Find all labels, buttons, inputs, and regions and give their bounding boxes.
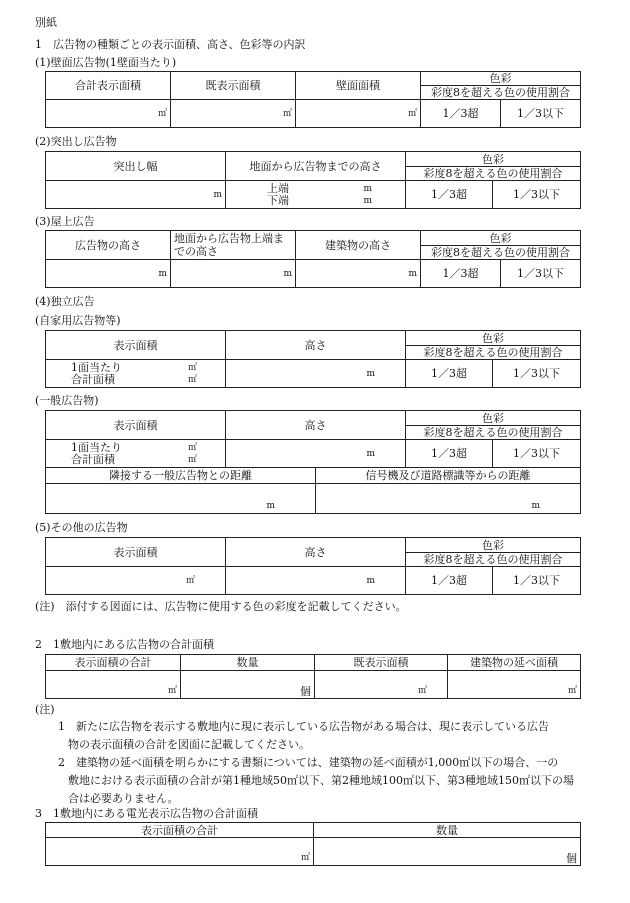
s2-note-2c: 合は必要ありません。 xyxy=(68,792,179,805)
ratio-under[interactable]: 1／3以下 xyxy=(493,360,581,388)
signal-distance-header: 信号機及び道路標識等からの距離 xyxy=(316,468,581,484)
other-title: (5)その他の広告物 xyxy=(35,521,128,534)
projecting-width-value[interactable] xyxy=(46,181,226,209)
s3-count-header: 数量 xyxy=(314,823,581,838)
ratio-under[interactable]: 1／3以下 xyxy=(501,100,581,128)
s2-note-1b: 物の表示面積の合計を図面に記載してください。 xyxy=(68,738,310,751)
unit-m2: ㎡ xyxy=(187,362,197,373)
section-2-title: 2 1敷地内にある広告物の合計面積 xyxy=(35,638,214,651)
color-header: 色彩 xyxy=(406,538,581,553)
ratio-over[interactable]: 1／3超 xyxy=(406,181,493,209)
unit-m2: ㎡ xyxy=(187,442,197,453)
other-height-value[interactable] xyxy=(226,567,406,595)
other-height-header: 高さ xyxy=(226,538,406,567)
color-header: 色彩 xyxy=(406,411,581,426)
s2-count-value[interactable] xyxy=(181,671,315,699)
ratio-under[interactable]: 1／3以下 xyxy=(501,260,581,288)
unit-m: m xyxy=(366,369,375,379)
rooftop-ground-height-value[interactable] xyxy=(171,260,296,288)
section-2-table xyxy=(45,654,581,699)
projecting-table xyxy=(45,151,581,209)
unit-m: m xyxy=(283,269,292,279)
color-header: 色彩 xyxy=(421,231,581,246)
own-height-value[interactable] xyxy=(226,360,406,388)
ratio-over[interactable]: 1／3超 xyxy=(406,360,493,388)
signal-distance-value[interactable] xyxy=(316,484,581,514)
standalone-general-table xyxy=(45,410,581,514)
saturation-header: 彩度8を超える色の使用割合 xyxy=(406,553,581,567)
unit-m: m xyxy=(408,269,417,279)
unit-m: m xyxy=(531,501,540,511)
s2-floor-area-value[interactable] xyxy=(448,671,581,699)
standalone-own-title: (自家用広告物等) xyxy=(35,314,121,327)
bottom-end-label: 下端 xyxy=(267,193,289,207)
unit-m2: ㎡ xyxy=(187,454,197,465)
projecting-width-header: 突出し幅 xyxy=(46,152,226,181)
unit-m2: ㎡ xyxy=(407,109,417,119)
wall-wall-area-header: 壁面面積 xyxy=(296,72,421,100)
ratio-over[interactable]: 1／3超 xyxy=(421,100,501,128)
s2-note-2b: 敷地における表示面積の合計が第1種地域50㎡以下、第2種地域100㎡以下、第3種地域150㎡以下の場 xyxy=(68,774,574,787)
saturation-header: 彩度8を超える色の使用割合 xyxy=(406,426,581,440)
rooftop-table xyxy=(45,230,581,288)
rooftop-height-value[interactable] xyxy=(46,260,171,288)
general-height-header: 高さ xyxy=(226,411,406,440)
total-area-label: 合計面積 xyxy=(71,452,115,466)
ratio-over[interactable]: 1／3超 xyxy=(406,567,493,595)
wall-title: (1)壁面広告物(1壁面当たり) xyxy=(35,56,177,69)
wall-wall-area-value[interactable] xyxy=(296,100,421,128)
saturation-header: 彩度8を超える色の使用割合 xyxy=(406,167,581,181)
unit-m: m xyxy=(363,183,372,194)
unit-m: m xyxy=(213,190,222,200)
adjacent-distance-value[interactable] xyxy=(46,484,316,514)
unit-m2: ㎡ xyxy=(167,686,177,696)
s3-total-area-header: 表示面積の合計 xyxy=(46,823,314,838)
own-area-header: 表示面積 xyxy=(46,331,226,360)
standalone-general-title: (一般広告物) xyxy=(35,394,99,407)
other-area-header: 表示面積 xyxy=(46,538,226,567)
per-face-label: 1面当たり xyxy=(71,360,122,374)
general-area-header: 表示面積 xyxy=(46,411,226,440)
projecting-height-header: 地面から広告物までの高さ xyxy=(226,152,406,181)
unit-m2: ㎡ xyxy=(300,853,310,863)
general-height-value[interactable] xyxy=(226,440,406,468)
rooftop-height-header: 広告物の高さ xyxy=(46,231,171,260)
rooftop-ground-height-header: 地面から広告物上端までの高さ xyxy=(171,231,296,260)
unit-m: m xyxy=(158,269,167,279)
section-3-title: 3 1敷地内にある電光表示広告物の合計面積 xyxy=(35,807,258,820)
unit-m: m xyxy=(366,449,375,459)
standalone-title: (4)独立広告 xyxy=(35,295,95,308)
rooftop-building-height-header: 建築物の高さ xyxy=(296,231,421,260)
wall-existing-area-header: 既表示面積 xyxy=(171,72,296,100)
unit-m: m xyxy=(363,195,372,206)
s2-total-area-header: 表示面積の合計 xyxy=(46,655,181,671)
ratio-under[interactable]: 1／3以下 xyxy=(493,440,581,468)
unit-m2: ㎡ xyxy=(157,109,167,119)
wall-total-area-value[interactable] xyxy=(46,100,171,128)
unit-ko: 個 xyxy=(566,852,577,865)
unit-m: m xyxy=(366,576,375,586)
saturation-header: 彩度8を超える色の使用割合 xyxy=(421,86,581,100)
ratio-under[interactable]: 1／3以下 xyxy=(493,567,581,595)
section-1-title: 1 広告物の種類ごとの表示面積、高さ、色彩等の内訳 xyxy=(35,38,306,51)
projecting-height-value[interactable] xyxy=(226,181,406,209)
s2-floor-area-header: 建築物の延べ面積 xyxy=(448,655,581,671)
unit-m: m xyxy=(266,501,275,511)
wall-existing-area-value[interactable] xyxy=(171,100,296,128)
standalone-own-table xyxy=(45,330,581,388)
top-end-label: 上端 xyxy=(267,181,289,195)
s2-existing-area-value[interactable] xyxy=(315,671,448,699)
unit-m2: ㎡ xyxy=(417,686,427,696)
other-table xyxy=(45,537,581,595)
ratio-over[interactable]: 1／3超 xyxy=(421,260,501,288)
rooftop-title: (3)屋上広告 xyxy=(35,215,95,228)
other-area-value[interactable] xyxy=(46,567,226,595)
s3-count-value[interactable] xyxy=(314,838,581,866)
s2-existing-area-header: 既表示面積 xyxy=(315,655,448,671)
saturation-header: 彩度8を超える色の使用割合 xyxy=(406,346,581,360)
total-area-label: 合計面積 xyxy=(71,372,115,386)
unit-m2: ㎡ xyxy=(187,374,197,385)
document-label: 別紙 xyxy=(35,16,57,29)
wall-total-area-header: 合計表示面積 xyxy=(46,72,171,100)
adjacent-distance-header: 隣接する一般広告物との距離 xyxy=(46,468,316,484)
unit-m2: ㎡ xyxy=(185,576,195,586)
unit-m2: ㎡ xyxy=(282,109,292,119)
rooftop-building-height-value[interactable] xyxy=(296,260,421,288)
unit-m2: ㎡ xyxy=(567,686,577,696)
s2-note-label: (注) xyxy=(35,703,55,716)
color-header: 色彩 xyxy=(406,152,581,167)
own-height-header: 高さ xyxy=(226,331,406,360)
s2-count-header: 数量 xyxy=(181,655,315,671)
s2-note-1a: 1 新たに広告物を表示する敷地内に現に表示している広告物がある場合は、現に表示している広告 xyxy=(58,720,549,733)
note-color-saturation: (注) 添付する図面には、広告物に使用する色の彩度を記載してください。 xyxy=(35,600,407,613)
unit-ko: 個 xyxy=(300,685,311,698)
own-area-value[interactable] xyxy=(46,360,226,388)
saturation-header: 彩度8を超える色の使用割合 xyxy=(421,246,581,260)
section-3-table xyxy=(45,822,581,866)
wall-table xyxy=(45,71,581,128)
general-area-value[interactable] xyxy=(46,440,226,468)
per-face-label: 1面当たり xyxy=(71,440,122,454)
s3-total-area-value[interactable] xyxy=(46,838,314,866)
s2-note-2a: 2 建築物の延べ面積を明らかにする書類については、建築物の延べ面積が1,000㎡以下の場合、一の xyxy=(58,756,559,769)
ratio-over[interactable]: 1／3超 xyxy=(406,440,493,468)
color-header: 色彩 xyxy=(406,331,581,346)
color-header: 色彩 xyxy=(421,72,581,86)
ratio-under[interactable]: 1／3以下 xyxy=(493,181,581,209)
projecting-title: (2)突出し広告物 xyxy=(35,135,117,148)
s2-total-area-value[interactable] xyxy=(46,671,181,699)
